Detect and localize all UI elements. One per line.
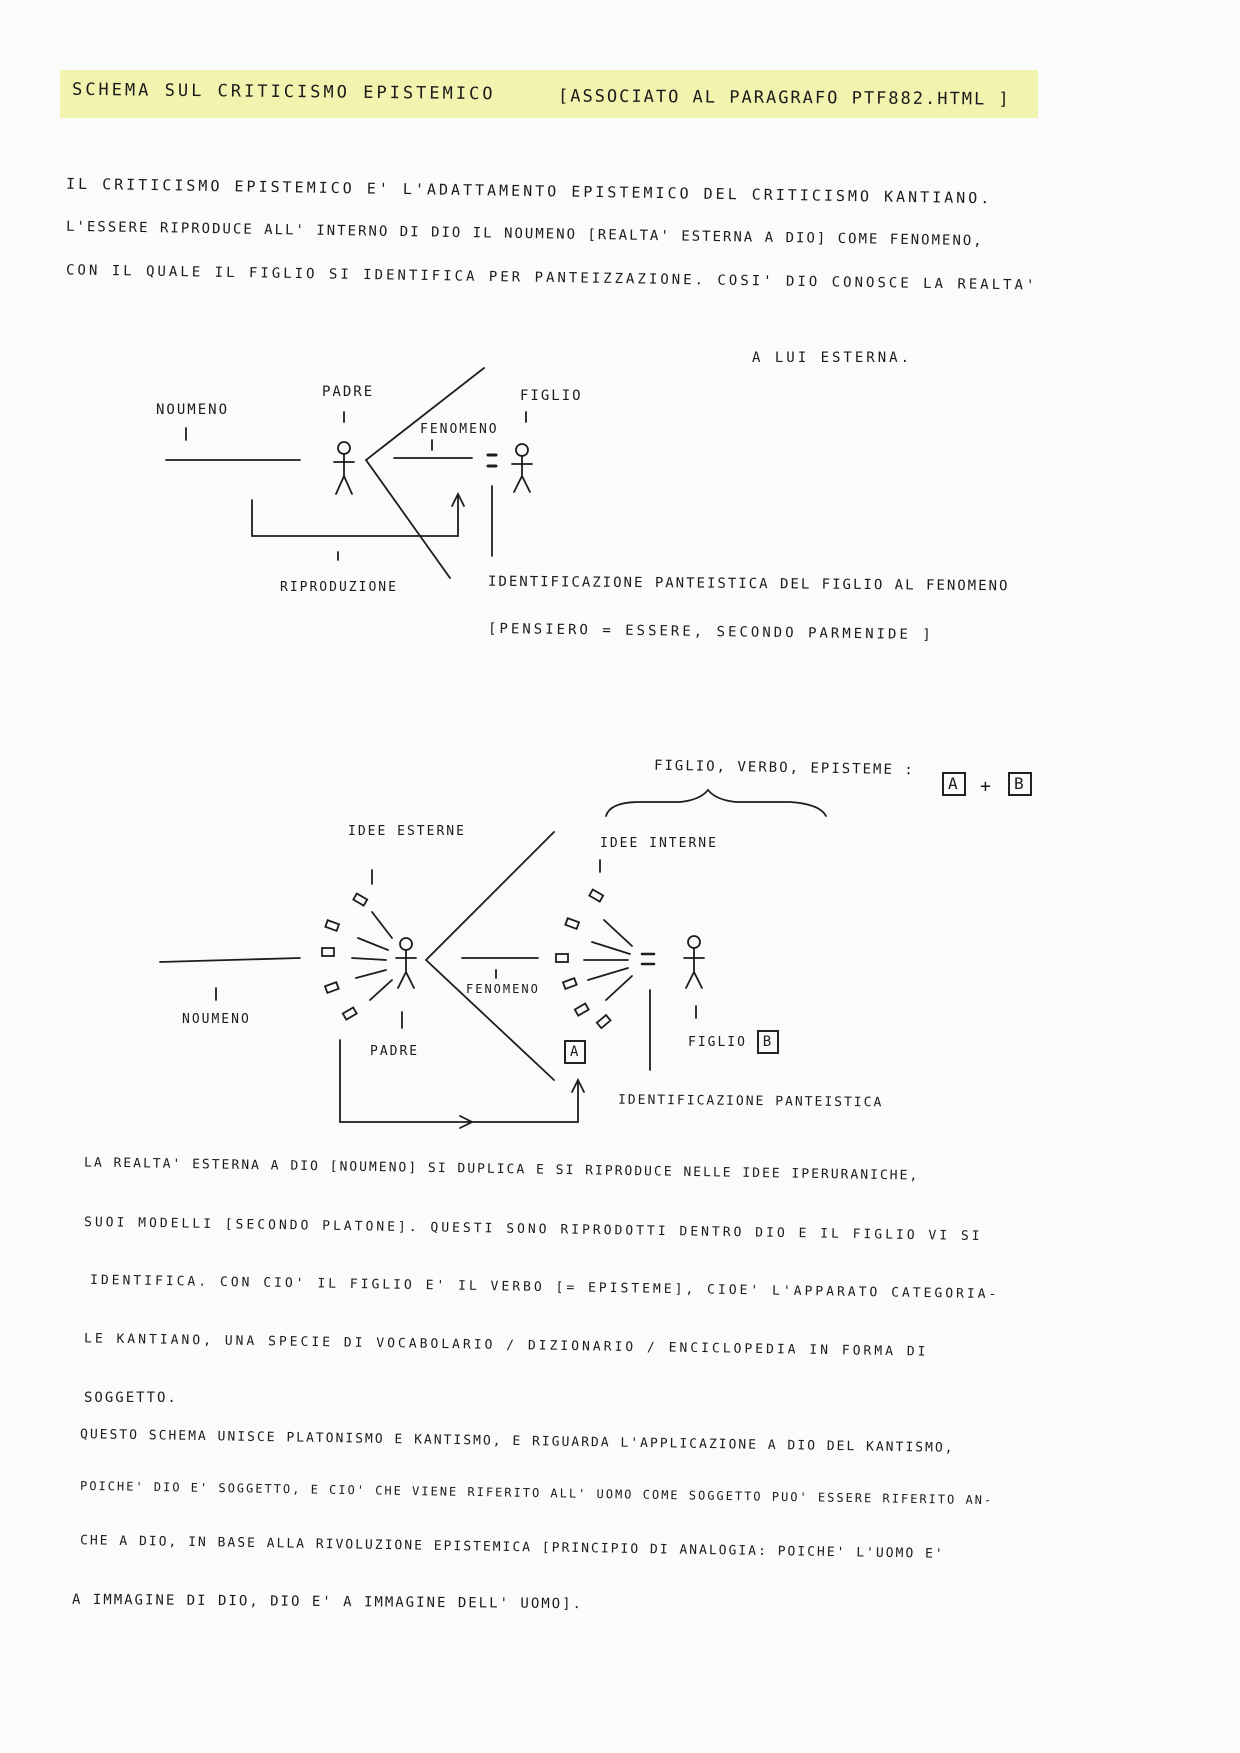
body-line-6: QUESTO SCHEMA UNISCE PLATONISMO E KANTISMO, E RIGUARDA L'APPLICAZIONE A DIO DEL KANTISMO, <box>79 1427 955 1456</box>
internal-ideas <box>556 890 611 1029</box>
d2-idee-interne-label: IDEE INTERNE <box>600 836 718 851</box>
body-line-1: LA REALTA' ESTERNA A DIO [NOUMENO] SI DUPLICA E SI RIPRODUCE NELLE IDEE IPERURANICHE, <box>83 1155 920 1184</box>
d1-fenomeno-label: FENOMENO <box>420 422 499 437</box>
body-line-8: CHE A DIO, IN BASE ALLA RIVOLUZIONE EPISTEMICA [PRINCIPIO DI ANALOGIA: POICHE' L'UOMO E' <box>79 1533 945 1562</box>
intro-line-3: CON IL QUALE IL FIGLIO SI IDENTIFICA PER PANTEIZZAZIONE. COSI' DIO CONOSCE LA REALTA' <box>65 262 1038 294</box>
d2-padre-label: PADRE <box>370 1044 420 1059</box>
intro-line-1: IL CRITICISMO EPISTEMICO E' L'ADATTAMENTO EPISTEMICO DEL CRITICISMO KANTIANO. <box>65 174 993 208</box>
page-subtitle: [ASSOCIATO AL PARAGRAFO PTF882.HTML ] <box>557 86 1011 110</box>
body-line-3: IDENTIFICA. CON CIO' IL FIGLIO E' IL VERBO [= EPISTEME], CIOE' L'APPARATO CATEGORIA- <box>89 1272 1000 1303</box>
body-line-2: SUOI MODELLI [SECONDO PLATONE]. QUESTI SONO RIPRODOTTI DENTRO DIO E IL FIGLIO VI SI <box>83 1214 983 1245</box>
body-line-4: LE KANTIANO, UNA SPECIE DI VOCABOLARIO / DIZIONARIO / ENCICLOPEDIA IN FORMA DI <box>83 1331 929 1360</box>
d2-noumeno-label: NOUMENO <box>182 1012 251 1027</box>
d2-figlio-verbo-label: FIGLIO, VERBO, EPISTEME : <box>653 757 915 779</box>
d2-noumeno-line <box>160 958 300 962</box>
d1-pensiero-label: [PENSIERO = ESSERE, SECONDO PARMENIDE ] <box>487 620 934 644</box>
d2-identificazione-label: IDENTIFICAZIONE PANTEISTICA <box>617 1092 884 1111</box>
body-line-9: A IMMAGINE DI DIO, DIO E' A IMMAGINE DELL' UOMO]. <box>71 1591 584 1613</box>
d1-identificazione-label: IDENTIFICAZIONE PANTEISTICA DEL FIGLIO AL FENOMENO <box>487 573 1010 595</box>
page-title: SCHEMA SUL CRITICISMO EPISTEMICO <box>71 79 496 105</box>
external-ideas <box>322 894 367 1020</box>
d1-padre-label: PADRE <box>322 384 375 400</box>
d1-riproduzione-label: RIPRODUZIONE <box>280 580 398 595</box>
d2-figlio-label: FIGLIO B <box>688 1030 779 1054</box>
d2-figlio-figure <box>684 936 704 1018</box>
body-line-5: SOGGETTO. <box>84 1390 178 1406</box>
d2-boundary-v <box>426 832 554 1080</box>
d2-idee-esterne-label: IDEE ESTERNE <box>348 824 466 839</box>
d2-padre-figure <box>396 938 416 1028</box>
brace <box>606 790 826 816</box>
d1-noumeno-label: NOUMENO <box>156 402 230 418</box>
body-line-7: POICHE' DIO E' SOGGETTO, E CIO' CHE VIENE RIFERITO ALL' UOMO COME SOGGETTO PUO' ESSERE RIFERITO AN- <box>79 1478 994 1508</box>
intro-line-4: A LUI ESTERNA. <box>752 350 913 366</box>
intro-line-2: L'ESSERE RIPRODUCE ALL' INTERNO DI DIO IL NOUMENO [REALTA' ESTERNA A DIO] COME FENOMENO, <box>65 218 984 250</box>
d2-box-b-top: B <box>1008 772 1032 796</box>
d2-fenomeno-label: FENOMENO <box>466 982 540 996</box>
d2-box-a-top: A <box>942 772 966 796</box>
d1-figlio-label: FIGLIO <box>520 388 583 404</box>
d2-plus: + <box>980 776 993 797</box>
d2-box-a: A <box>564 1040 586 1064</box>
